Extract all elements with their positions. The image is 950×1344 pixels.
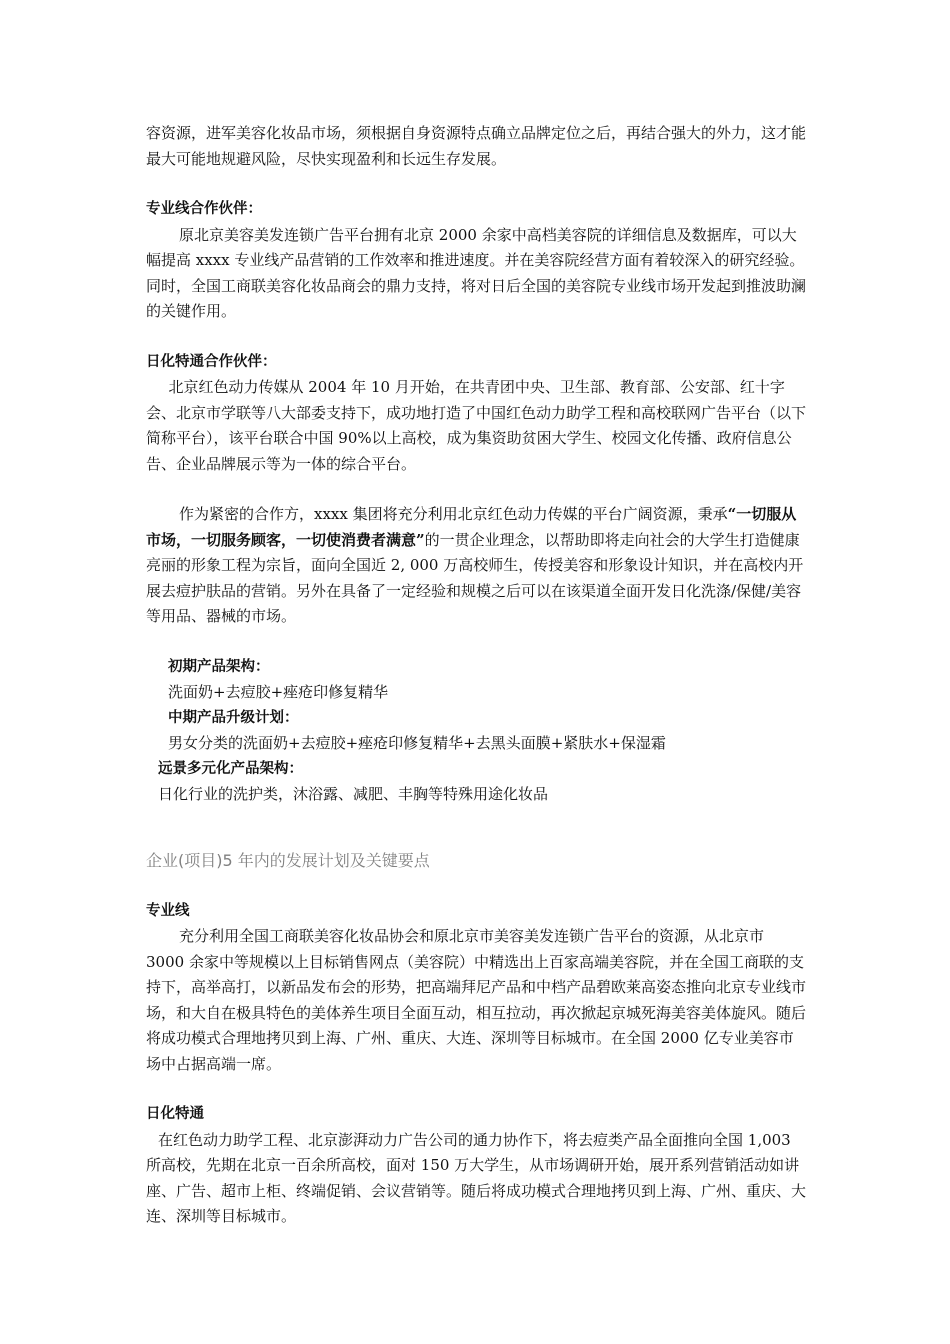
- intro-paragraph: 容资源，进军美容化妆品市场，须根据自身资源特点确立品牌定位之后，再结合强大的外力，这才能最大可能地规避风险，尽快实现盈利和长远生存发展。: [146, 124, 807, 168]
- spacer: [146, 325, 806, 350]
- future-products-heading: 远景多元化产品架构：: [158, 760, 303, 777]
- partner-pro-heading: 专业线合作伙伴：: [146, 201, 262, 217]
- plan-daily-paragraph: 在红色动力助学工程、北京澎湃动力广告公司的通力协作下，将去痘类产品全面推向全国 1,003 所高校，先期在北京一百余所高校，面对 150 万大学生，从市场调研开始，展开系列营销活动如讲座、广告、超市上柜、终端促销、会议营销等。随后将成功模式合理地拷贝到上海、广州、重庆、大连、深圳等目标城市。: [146, 1130, 807, 1225]
- cooperation-slogan: “一切服从市场，一切服务顾客，一切使消费者满意”: [146, 505, 797, 549]
- spacer: [146, 477, 806, 502]
- plan-daily-heading: 日化特通: [146, 1106, 204, 1122]
- plan-pro-paragraph: 充分利用全国工商联美容化妆品协会和原北京市美容美发连锁广告平台的资源，从北京市 3000 余家中等规模以上目标销售网点（美容院）中精选出上百家高端美容院，并在全国工商联的支持下，高举高打，以新品发布会的形势，把高端拜尼产品和中档产品碧欧莱高姿态推向北京专业线市场，和大自在极具特色的美体养生项目全面互动，相互拉动，再次掀起京城死海美容美体旋风。随后将成功模式合理地拷贝到上海、广州、重庆、大连、深圳等目标城市。在全国 2000 亿专业美容市场中占据高端一席。: [146, 927, 807, 1073]
- spacer: [146, 630, 806, 655]
- cooperation-rest: 的一贯企业理念，以帮助即将走向社会的大学生打造健康亮丽的形象工程为宗旨，面向全国近 2, 000 万高校师生，传授美容和形象设计知识，并在高校内开展去痘护肤品的营销。另外在具备了一定经验和规模之后可以在该渠道全面开发日化洗涤/保健/美容等用品、器械的市场。: [146, 530, 804, 625]
- cooperation-paragraph: [146, 502, 806, 630]
- spacer: [146, 874, 806, 899]
- document-page: [146, 121, 806, 1230]
- spacer: [146, 172, 806, 197]
- spacer: [146, 808, 806, 848]
- partner-daily-heading: 日化特通合作伙伴：: [146, 353, 277, 370]
- mid-products-heading: 中期产品升级计划：: [168, 709, 299, 726]
- plan-pro-heading: 专业线: [146, 902, 190, 919]
- cooperation-lead: 作为紧密的合作方，xxxx 集团将充分利用北京红色动力传媒的平台广阔资源，秉承: [179, 505, 728, 523]
- mid-products-list: 男女分类的洗面奶+去痘胶+痤疮印修复精华+去黑头面膜+紧肤水+保湿霜: [168, 734, 666, 752]
- early-products-heading: 初期产品架构：: [168, 658, 270, 675]
- future-products-list: 日化行业的洗护类，沐浴露、减肥、丰胸等特殊用途化妆品: [158, 785, 549, 803]
- partner-pro-paragraph: 原北京美容美发连锁广告平台拥有北京 2000 余家中高档美容院的详细信息及数据库，可以大幅提高 xxxx 专业线产品营销的工作效率和推进速度。并在美容院经营方面有着较深入的研究经验。同时，全国工商联美容化妆品商会的鼎力支持，将对日后全国的美容院专业线市场开发起到推波助澜的关键作用。: [146, 225, 807, 320]
- plan-section-title: 企业(项目)5 年内的发展计划及关键要点: [146, 850, 430, 870]
- spacer: [146, 1077, 806, 1102]
- early-products-list: 洗面奶+去痘胶+痤疮印修复精华: [168, 683, 389, 701]
- partner-daily-paragraph: 北京红色动力传媒从 2004 年 10 月开始，在共青团中央、卫生部、教育部、公安部、红十字会、北京市学联等八大部委支持下，成功地打造了中国红色动力助学工程和高校联网广告平台（以下简称平台），该平台联合中国 90%以上高校，成为集资助贫困大学生、校园文化传播、政府信息公告、企业品牌展示等为一体的综合平台。: [146, 378, 807, 473]
